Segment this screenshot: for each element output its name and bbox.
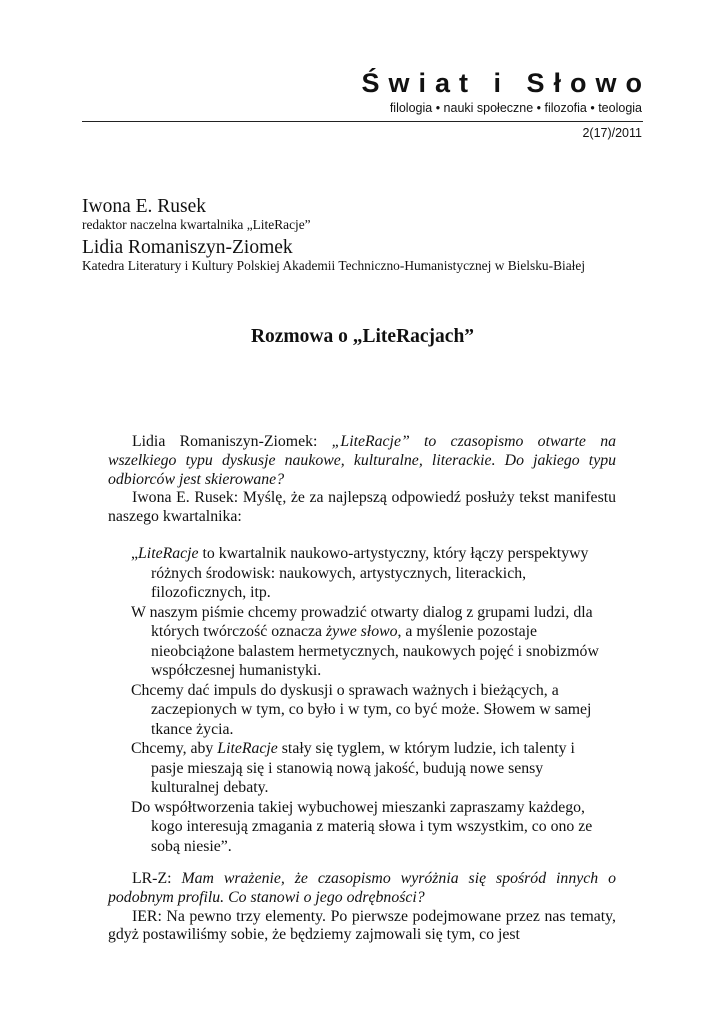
- journal-title: Świat i Słowo: [361, 68, 651, 98]
- answer-text: Myślę, że za najlepszą odpowiedź posłuży tekst manifestu naszego kwartalnika:: [108, 489, 617, 526]
- paragraph-answer-1: [108, 489, 616, 527]
- text-run-italic: LiteRacje: [217, 740, 278, 757]
- manifesto-quote: [131, 544, 611, 856]
- paragraph-answer-2: [108, 908, 616, 946]
- text-run: Do współtworzenia takiej wybuchowej mieszanki zapraszamy każdego, kogo interesują zmagania z materią słowa i tym wszystkim, co ono ze sobą niesie”.: [131, 798, 593, 855]
- header-rule: [82, 121, 643, 122]
- manifesto-paragraph: [131, 603, 611, 681]
- paragraph-question-2: [108, 870, 616, 908]
- text-run: to kwartalnik naukowo-artystyczny, który łączy perspektywy różnych środowisk: naukowych, artystycznych, literackich, filozoficznych, itp.: [151, 545, 589, 601]
- author-name-1: Iwona E. Rusek: [82, 196, 207, 217]
- text-run-italic: LiteRacje: [138, 545, 199, 562]
- speaker: Iwona E. Rusek:: [132, 489, 243, 507]
- manifesto-paragraph: [131, 739, 611, 798]
- text-run: Chcemy, aby: [131, 740, 218, 757]
- author-role-1: redaktor naczelna kwartalnika „LiteRacje”: [82, 217, 311, 232]
- text-run: , a myślenie pozostaje nieobciążone balastem hermetycznych, naukowych pojęć i snobizmów współczesnej humanistyki.: [151, 623, 599, 679]
- journal-subtitle: filologia • nauki społeczne • filozofia • teologia: [389, 101, 642, 115]
- text-run: Chcemy dać impuls do dyskusji o sprawach ważnych i bieżących, a zaczepionych w tym, co było i w tym, co być może. Słowem w samej tkance życia.: [131, 681, 592, 738]
- text-run-italic: żywe słowo: [326, 623, 398, 640]
- interview-intro: [108, 433, 616, 527]
- speaker: IER:: [132, 907, 167, 925]
- text-run: stały się tyglem, w którym ludzie, ich talenty i pasje mieszają się i stanowią nową jakość, budują nowe sensy kulturalnej debaty.: [151, 740, 575, 796]
- journal-issue: 2(17)/2011: [582, 126, 642, 140]
- author-name-2: Lidia Romaniszyn-Ziomek: [82, 237, 293, 258]
- question-text: Mam wrażenie, że czasopismo wyróżnia się spośród innych o podobnym profilu. Co stanowi o jego odrębności?: [108, 870, 616, 906]
- manifesto-paragraph: [131, 681, 611, 740]
- answer-text: Na pewno trzy elementy. Po pierwsze podejmowane przez nas tematy, gdyż postawiliśmy sobie, że będziemy zajmowali się tym, co jest: [108, 907, 616, 944]
- question-text: „LiteRacje” to czasopismo otwarte na wszelkiego typu dyskusje naukowe, kulturalne, literackie. Do jakiego typu odbiorców jest skierowane?: [108, 433, 617, 488]
- author-affiliation-2: Katedra Literatury i Kultury Polskiej Akademii Techniczno-Humanistycznej w Bielsku-Białej: [82, 258, 586, 273]
- speaker: Lidia Romaniszyn-Ziomek:: [132, 433, 332, 450]
- article-title: Rozmowa o „LiteRacjach”: [250, 326, 475, 347]
- text-run: „: [131, 545, 139, 562]
- paragraph-question-1: [108, 433, 616, 489]
- speaker: LR-Z:: [132, 870, 182, 887]
- text-run: W naszym piśmie chcemy prowadzić otwarty dialog z grupami ludzi, dla których twórczość oznacza: [131, 603, 593, 640]
- manifesto-paragraph: [131, 544, 611, 603]
- manifesto-paragraph: [131, 798, 611, 857]
- interview-continued: [108, 870, 616, 945]
